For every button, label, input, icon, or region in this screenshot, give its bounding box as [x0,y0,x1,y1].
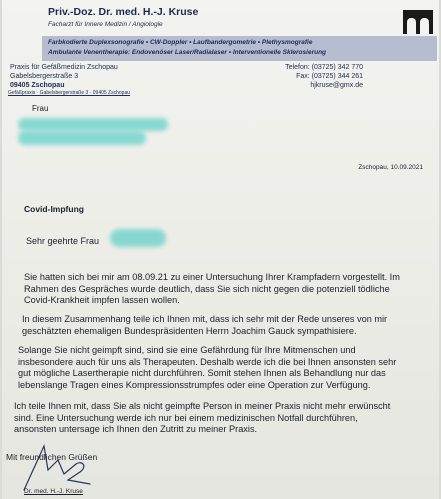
letter-page [2,0,439,499]
practice-name: Praxis für Gefäßmedizin Zschopau [10,64,118,71]
text-line: Sie hatten sich bei mir am 08.09.21 zu einer Untersuchung Ihrer Krampfadern vorgestellt. Im [24,272,400,282]
redaction-mark [18,118,168,131]
practice-city: 09405 Zschopau [10,82,65,89]
text-line: In diesem Zusammenhang teile ich Ihnen mit, dass ich sehr mit der Rede unseres von mir [22,314,388,324]
letter-paragraph-3 [18,345,396,391]
text-line: geschätzten ehemaligen Bundespräsidenten Herrn Joachim Gauck sympathisiere. [22,325,357,336]
doctor-name: Priv.-Doz. Dr. med. H.-J. Kruse [48,6,199,18]
practice-address [10,63,118,90]
letter-date: Zschopau, 10.09.2021 [358,164,423,171]
letter-paragraph-4 [14,401,390,436]
text-line: ansonsten untersage ich Ihnen den Zutritt zu meiner Praxis. [14,424,258,435]
services-line-2: Ambulante Venentherapie: Endovenöser Laser/Radialaser • Interventionelle Sklerosierung [48,49,327,56]
letter-paragraph-2 [22,314,387,337]
practice-street: Gabelsbergerstraße 3 [10,73,79,80]
services-line-1: Farbkodierte Duplexsonografie • CW-Doppler • Laufbandergometrie • Plethysmografie [48,39,313,46]
text-line: insbesondere auch für uns als Therapeuten. Deshalb werde ich die bei Ihnen ansonsten sehr [18,356,397,367]
contact-fax: Fax: (03725) 344 261 [296,73,363,80]
letter-greeting: Sehr geehrte Frau [26,236,100,246]
text-line: sind. Eine Untersuchung werde ich nur bei einem medizinischen Notfall durchführen, [14,412,358,423]
signature-name: Dr. med. H.-J. Kruse [24,488,83,495]
text-line: Covid-Krankheit impfen lassen wollen. [24,295,180,306]
text-line: Solange Sie nicht geimpft sind, sind sie eine Gefährdung für Ihre Mitmenschen und [18,345,356,355]
contact-email: hjkruse@gmx.de [310,82,363,89]
contact-phone: Telefon: (03725) 342 770 [285,64,363,71]
services-band [42,36,437,61]
text-line: lebenslange Tragen eines Kompressionsstrumpfes oder eine Operation zur Verfügung. [18,379,371,390]
letter-subject: Covid-Impfung [24,204,84,214]
text-line: gut mögliche Lasertherapie nicht durchführen. Somit stehen Ihnen als Behandlung nur das [18,368,386,379]
text-line: Ich teile Ihnen mit, dass Sie als nicht geimpfte Person in meiner Praxis nicht mehr erwünscht [14,401,391,411]
letter-paragraph-1 [24,272,400,307]
redaction-mark [110,229,166,247]
contact-block [285,63,363,90]
redaction-mark [18,131,146,145]
return-address: Gefäßpraxis · Gabelsbergerstraße 3 · 09405 Zschopau [8,90,131,96]
practice-logo-icon [403,10,433,34]
letter-closing: Mit freundlichen Grüßen [6,452,98,462]
recipient-salutation: Frau [32,104,49,113]
text-line: Rahmen des Gespräches wurde deutlich, dass Sie sich nicht gegen die potenziell tödliche [24,283,390,294]
doctor-specialty: Facharzt für Innere Medizin / Angiologie [48,21,163,28]
